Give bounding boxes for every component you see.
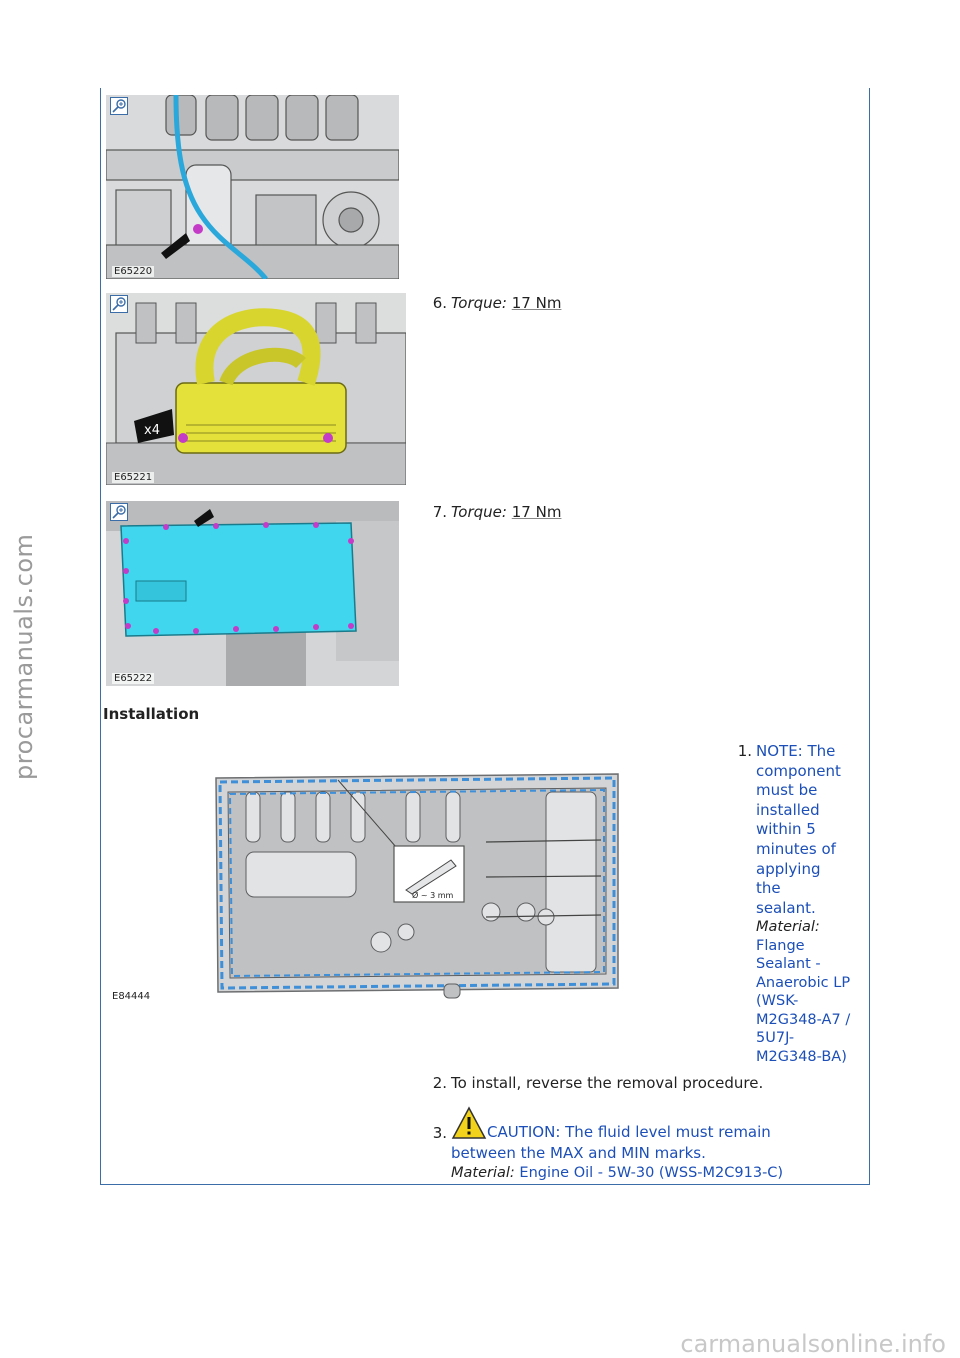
callout-x4: x4 [144, 423, 160, 438]
torque-value[interactable]: 17 Nm [511, 503, 562, 521]
oil-pan-drawing [106, 501, 399, 686]
removal-step-6 [423, 294, 823, 316]
bottom-watermark: carmanualsonline.info [680, 1330, 946, 1358]
installation-step-1 [728, 742, 868, 1072]
note-text: NOTE: The component must be installed within 5 minutes of applying the sealant. [756, 742, 841, 917]
figure-e65222 [106, 501, 399, 686]
material-label: Material: [451, 1164, 515, 1181]
warning-icon [451, 1106, 487, 1140]
figure-code: E84444 [112, 991, 151, 1002]
figure-e65220 [106, 95, 399, 279]
torque-value[interactable]: 17 Nm [511, 294, 562, 312]
torque-label: Torque: [451, 294, 507, 312]
engine-drawing [106, 95, 399, 279]
step-number: 6. [432, 294, 447, 312]
caution-text-line2: between the MAX and MIN marks. [451, 1144, 706, 1162]
step-number: 1. [737, 742, 752, 760]
sealant-application-drawing [106, 752, 626, 1004]
torque-label: Torque: [451, 503, 507, 521]
step-text: To install, reverse the removal procedure. [451, 1074, 764, 1092]
zoom-icon[interactable] [110, 295, 128, 313]
figure-code: E65221 [114, 472, 153, 483]
figure-e65221 [106, 293, 406, 485]
figure-code: E65222 [114, 673, 153, 684]
oil-cooler-drawing [106, 293, 406, 485]
caution-text-line1: CAUTION: The fluid level must remain [487, 1123, 771, 1141]
material-value[interactable]: Flange Sealant - Anaerobic LP (WSK- M2G348-A7 / 5U7J- M2G348-BA) [756, 937, 851, 1065]
zoom-icon[interactable] [110, 97, 128, 115]
material-label: Material: [756, 919, 820, 936]
installation-step-2 [423, 1074, 843, 1096]
removal-step-7 [423, 503, 823, 525]
figure-code: E65220 [114, 266, 153, 277]
installation-step-3 [423, 1106, 863, 1186]
step-number: 3. [432, 1124, 447, 1142]
side-watermark: procarmanuals.com [10, 533, 38, 780]
figure-e84444 [106, 752, 626, 1004]
zoom-icon[interactable] [110, 503, 128, 521]
step-number: 2. [432, 1074, 447, 1092]
bead-size-label: Ø ~ 3 mm [412, 891, 454, 900]
material-value[interactable]: Engine Oil - 5W-30 (WSS-M2C913-C) [519, 1164, 784, 1181]
installation-heading: Installation [103, 705, 200, 723]
step-number: 7. [432, 503, 447, 521]
